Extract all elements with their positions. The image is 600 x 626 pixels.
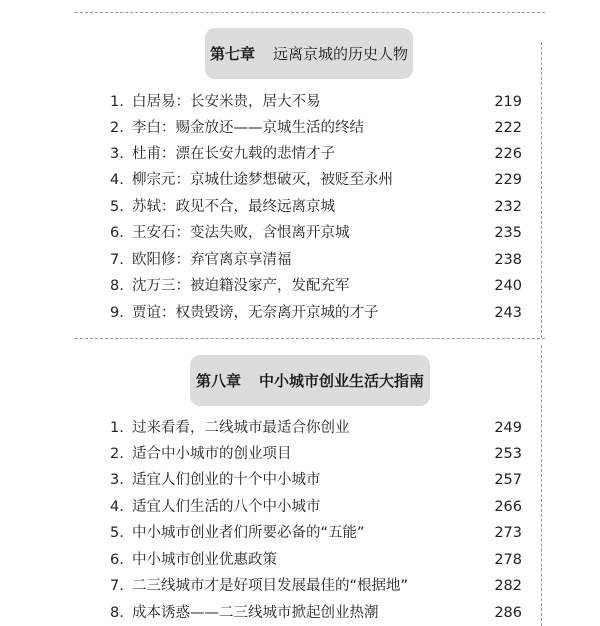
- entry-index: 8.: [110, 605, 124, 621]
- entry-index: 1.: [110, 420, 124, 436]
- entry-title: 二三线城市才是好项目发展最佳的“根据地”: [132, 578, 409, 594]
- toc-entry[interactable]: [110, 118, 522, 138]
- entry-title: 中小城市创业者们所要必备的“五能”: [132, 525, 365, 541]
- toc-entry[interactable]: [110, 523, 522, 543]
- entry-title: 白居易：长安米贵，居大不易: [132, 94, 321, 110]
- entry-title: 苏轼：政见不合，最终远离京城: [132, 199, 335, 215]
- chapter-divider: [75, 338, 545, 339]
- chapter-8-heading: [190, 355, 430, 406]
- entry-index: 7.: [110, 578, 124, 594]
- entry-page: 282: [494, 578, 522, 594]
- entry-index: 1.: [110, 94, 124, 110]
- entry-title: 柳宗元：京城仕途梦想破灭，被贬至永州: [132, 172, 393, 188]
- toc-entry[interactable]: [110, 444, 522, 464]
- entry-index: 9.: [110, 305, 124, 321]
- entry-index: 3.: [110, 472, 124, 488]
- toc-entry[interactable]: [110, 303, 522, 323]
- toc-entry[interactable]: [110, 470, 522, 490]
- entry-index: 7.: [110, 252, 124, 268]
- entry-page: 278: [494, 552, 522, 568]
- entry-index: 6.: [110, 552, 124, 568]
- entry-page: 243: [494, 305, 522, 321]
- toc-entry[interactable]: [110, 603, 522, 623]
- top-divider: [75, 12, 545, 13]
- toc-entry[interactable]: [110, 550, 522, 570]
- entry-index: 4.: [110, 172, 124, 188]
- entry-page: 229: [494, 172, 522, 188]
- toc-entry[interactable]: [110, 250, 522, 270]
- entry-index: 2.: [110, 120, 124, 136]
- right-divider-upper: [541, 42, 542, 338]
- entry-page: 286: [494, 605, 522, 621]
- entry-page: 222: [494, 120, 522, 136]
- entry-page: 226: [494, 146, 522, 162]
- entry-title: 欧阳修：弃官离京享清福: [132, 252, 292, 268]
- entry-page: 257: [494, 472, 522, 488]
- entry-title: 中小城市创业优惠政策: [132, 552, 277, 568]
- entry-page: 249: [494, 420, 522, 436]
- toc-entry[interactable]: [110, 197, 522, 217]
- entry-title: 杜甫：漂在长安九载的悲情才子: [132, 146, 335, 162]
- entry-title: 过来看看，二线城市最适合你创业: [132, 420, 350, 436]
- entry-page: 240: [494, 278, 522, 294]
- chapter-7-title: 远离京城的历史人物: [273, 45, 409, 63]
- entry-title: 适合中小城市的创业项目: [132, 446, 292, 462]
- entry-title: 沈万三：被迫籍没家产，发配充军: [132, 278, 350, 294]
- entry-title: 贾谊：权贵毁谤，无奈离开京城的才子: [132, 305, 379, 321]
- right-divider-lower: [541, 345, 542, 626]
- toc-entry[interactable]: [110, 144, 522, 164]
- toc-entry[interactable]: [110, 576, 522, 596]
- entry-title: 成本诱惑——二三线城市掀起创业热潮: [132, 605, 379, 621]
- entry-page: 232: [494, 199, 522, 215]
- entry-page: 273: [494, 525, 522, 541]
- toc-entry[interactable]: [110, 92, 522, 112]
- entry-page: 253: [494, 446, 522, 462]
- entry-index: 3.: [110, 146, 124, 162]
- toc-entry[interactable]: [110, 418, 522, 438]
- toc-entry[interactable]: [110, 497, 522, 517]
- chapter-7-heading: [205, 28, 413, 79]
- chapter-8-title: 中小城市创业生活大指南: [259, 372, 425, 390]
- chapter-8-number: 第八章: [195, 372, 241, 390]
- entry-title: 王安石：变法失败，含恨离开京城: [132, 225, 350, 241]
- entry-page: 266: [494, 499, 522, 515]
- entry-index: 6.: [110, 225, 124, 241]
- entry-title: 李白：赐金放还——京城生活的终结: [132, 120, 364, 136]
- entry-page: 238: [494, 252, 522, 268]
- entry-title: 适宜人们生活的八个中小城市: [132, 499, 321, 515]
- entry-index: 4.: [110, 499, 124, 515]
- toc-entry[interactable]: [110, 276, 522, 296]
- entry-title: 适宜人们创业的十个中小城市: [132, 472, 321, 488]
- entry-index: 2.: [110, 446, 124, 462]
- entry-page: 235: [494, 225, 522, 241]
- entry-index: 5.: [110, 199, 124, 215]
- toc-entry[interactable]: [110, 223, 522, 243]
- chapter-7-number: 第七章: [209, 45, 255, 63]
- entry-page: 219: [494, 94, 522, 110]
- entry-index: 5.: [110, 525, 124, 541]
- toc-entry[interactable]: [110, 170, 522, 190]
- entry-index: 8.: [110, 278, 124, 294]
